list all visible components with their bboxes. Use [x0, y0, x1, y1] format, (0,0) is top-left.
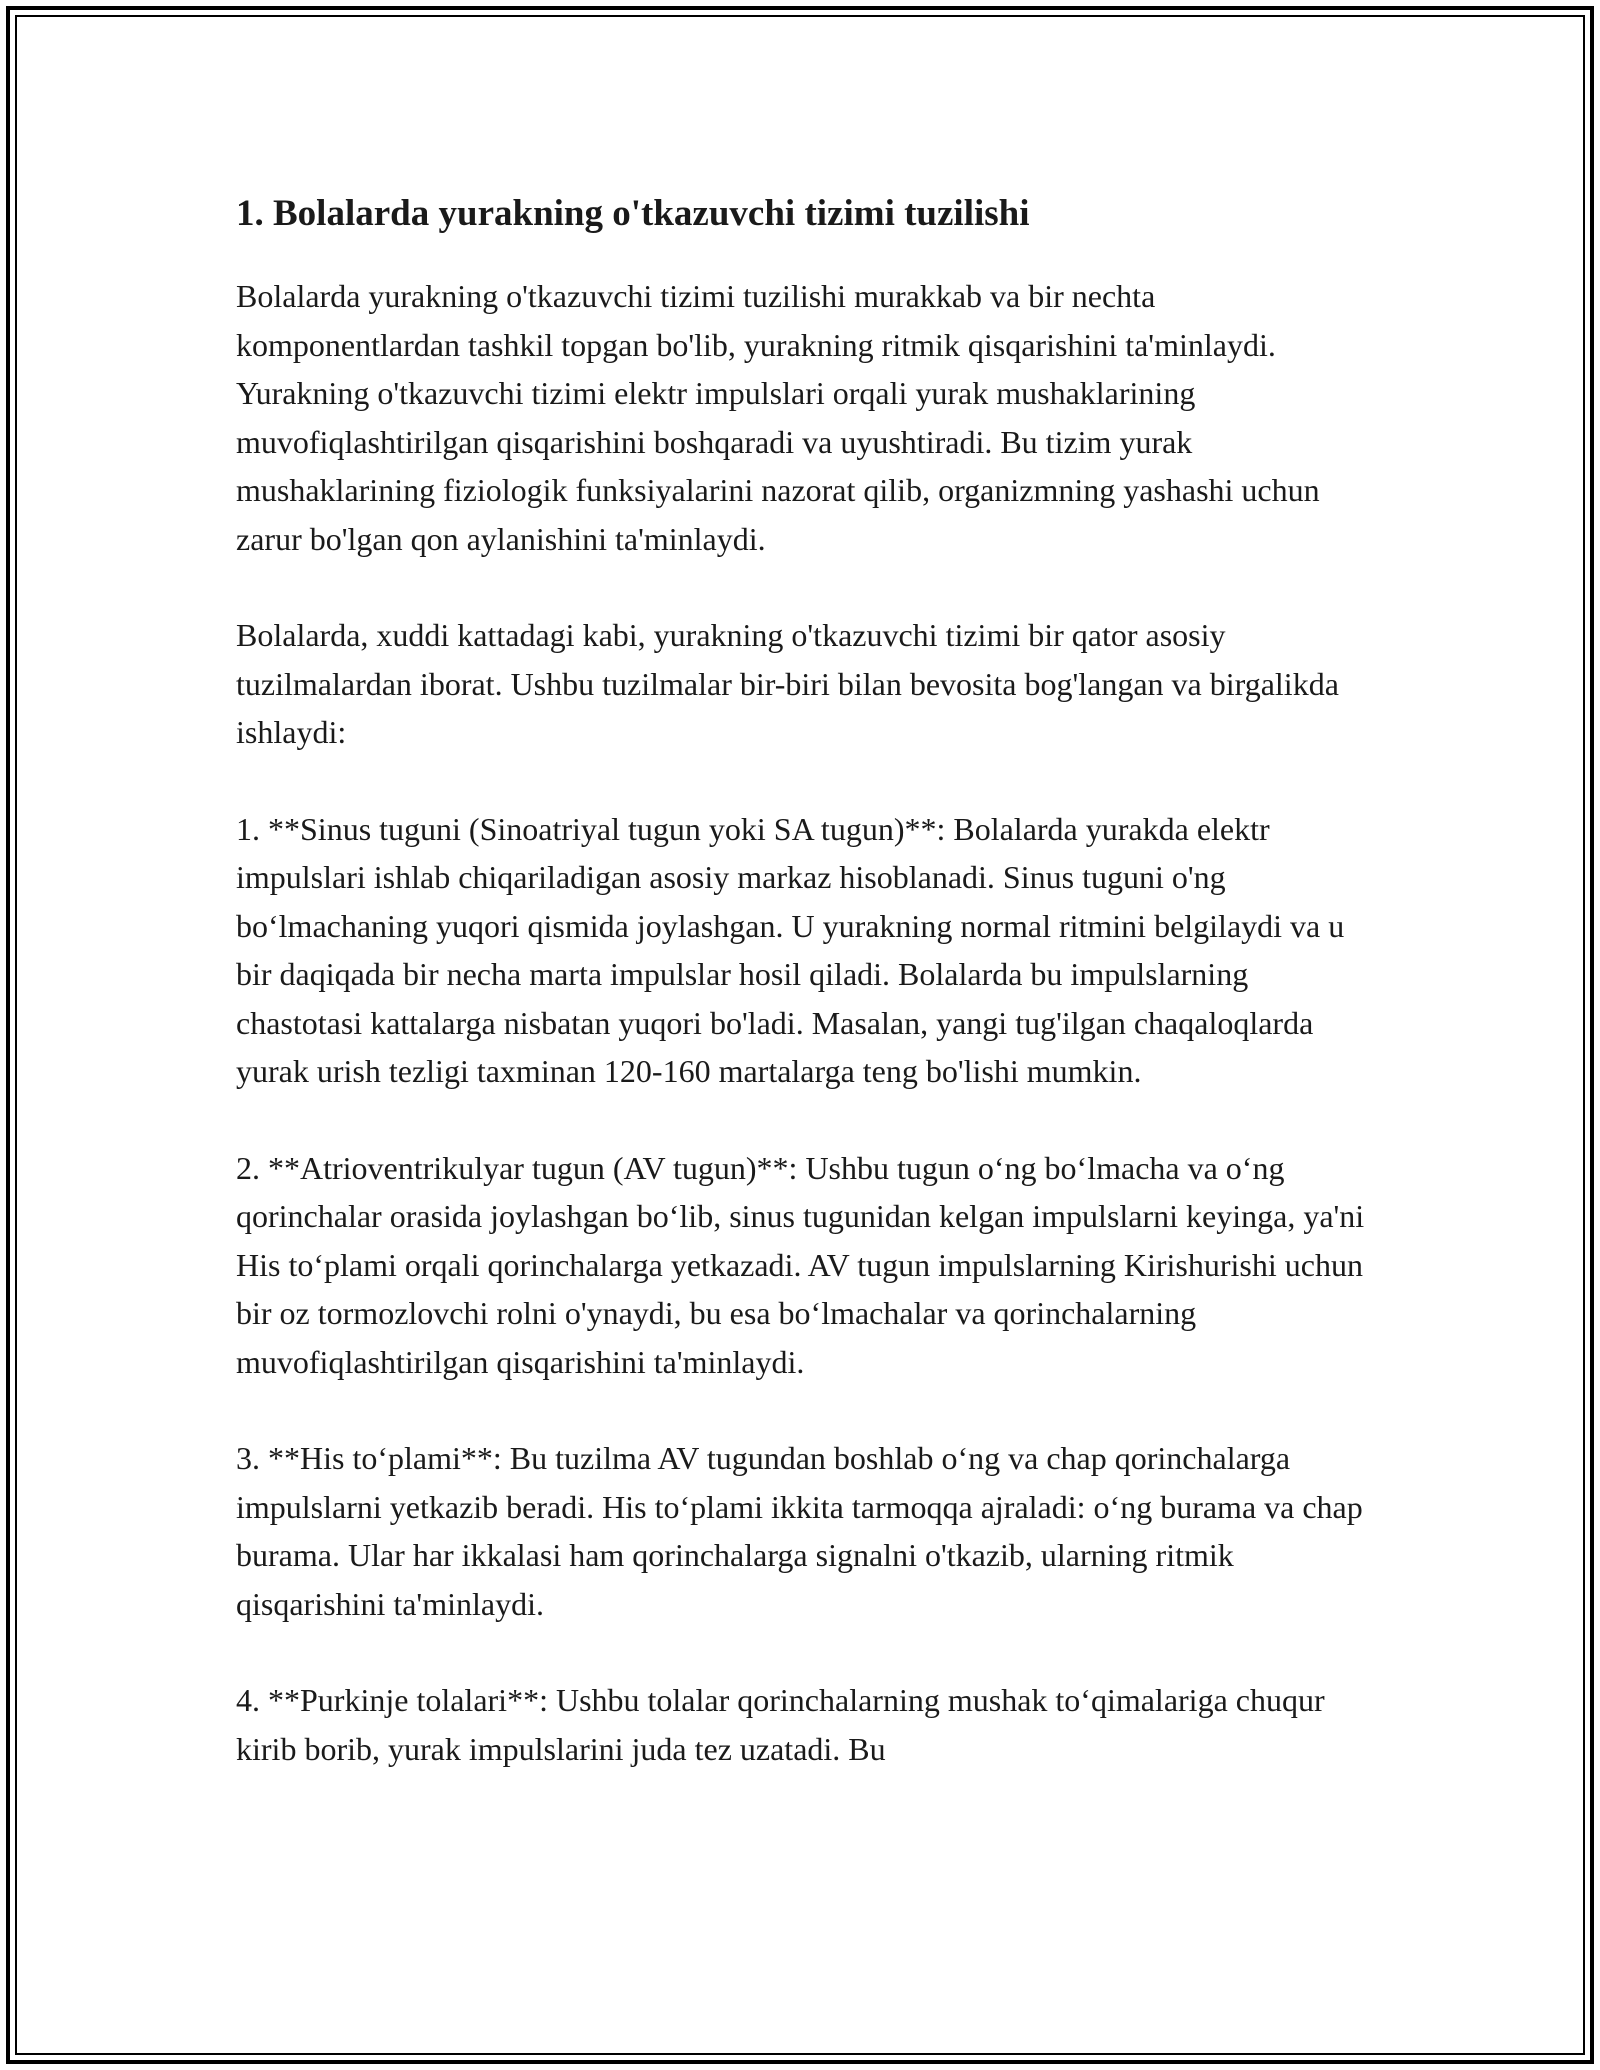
paragraph-structures: Bolalarda, xuddi kattadagi kabi, yurakning o'tkazuvchi tizimi bir qator asosiy tuzilmalardan iborat. Ushbu tuzilmalar bir-biri bilan bevosita bog'langan va birgalikda ishlaydi:	[236, 617, 1339, 750]
paragraph-sinus-node: 1. **Sinus tuguni (Sinoatriyal tugun yoki SA tugun)**: Bolalarda yurakda elektr impulslari ishlab chiqariladigan asosiy markaz hisoblanadi. Sinus tuguni o'ng bo‘lmachaning yuqori qismida joylashgan. U yurakning normal ritmini belgilaydi va u bir daqiqada bir necha marta impulslar hosil qiladi. Bolalarda bu impulslarning chastotasi kattalarga nisbatan yuqori bo'ladi. Masalan, yangi tug'ilgan chaqaloqlarda yurak urish tezligi taxminan 120-160 martalarga teng bo'lishi mumkin.	[236, 810, 1345, 1089]
document-body	[236, 186, 1366, 1773]
paragraph-his-bundle: 3. **His to‘plami**: Bu tuzilma AV tugundan boshlab o‘ng va chap qorinchalarga impulslarni yetkazib beradi. His to‘plami ikkita tarmoqqa ajraladi: o‘ng burama va chap burama. Ular har ikkalasi ham qorinchalarga signalni o'tkazib, ularning ritmik qisqarishini ta'minlaydi.	[236, 1440, 1363, 1622]
paragraph-intro: Bolalarda yurakning o'tkazuvchi tizimi tuzilishi murakkab va bir nechta komponentlardan tashkil topgan bo'lib, yurakning ritmik qisqarishini ta'minlaydi. Yurakning o'tkazuvchi tizimi elektr impulslari orqali yurak mushaklarining muvofiqlashtirilgan qisqarishini boshqaradi va uyushtiradi. Bu tizim yurak mushaklarining fiziologik funksiyalarini nazorat qilib, organizmning yashashi uchun zarur bo'lgan qon aylanishini ta'minlaydi.	[236, 278, 1320, 557]
paragraph-purkinje-fibers: 4. **Purkinje tolalari**: Ushbu tolalar qorinchalarning mushak to‘qimalariga chuqur kirib borib, yurak impulslarini juda tez uzatadi. Bu	[236, 1682, 1325, 1767]
paragraph-av-node: 2. **Atrioventrikulyar tugun (AV tugun)**: Ushbu tugun o‘ng bo‘lmacha va o‘ng qorinchalar orasida joylashgan bo‘lib, sinus tugunidan kelgan impulslarni keyinga, ya'ni His to‘plami orqali qorinchalarga yetkazadi. AV tugun impulslarning Kirishurishi uchun bir oz tormozlovchi rolni o'ynaydi, bu esa bo‘lmachalar va qorinchalarning muvofiqlashtirilgan qisqarishini ta'minlaydi.	[236, 1149, 1365, 1380]
section-heading: 1. Bolalarda yurakning o'tkazuvchi tizimi tuzilishi	[236, 193, 1030, 234]
